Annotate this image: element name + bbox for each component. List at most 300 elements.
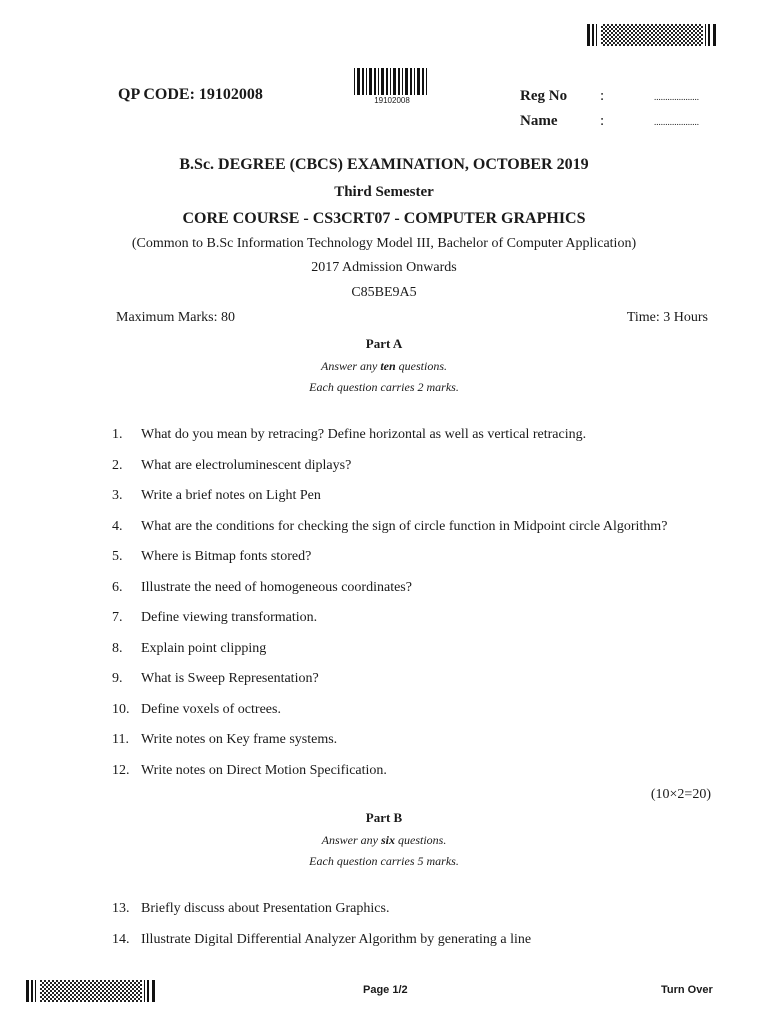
barcode-bar bbox=[369, 68, 372, 95]
barcode-cell bbox=[52, 984, 54, 986]
question-text: What is Sweep Representation? bbox=[141, 671, 319, 686]
barcode-cell bbox=[106, 994, 108, 996]
barcode-cell bbox=[92, 1000, 94, 1002]
barcode-bar bbox=[31, 980, 33, 1002]
barcode-cell bbox=[80, 980, 82, 982]
barcode-cell bbox=[635, 28, 637, 30]
name-field: .................... bbox=[654, 117, 699, 127]
barcode-cell bbox=[128, 996, 130, 998]
barcode-cell bbox=[136, 996, 138, 998]
barcode-cell bbox=[665, 30, 667, 32]
barcode-cell bbox=[683, 28, 685, 30]
barcode-cell bbox=[108, 980, 110, 982]
barcode-cell bbox=[80, 988, 82, 990]
barcode-cell bbox=[128, 988, 130, 990]
barcode-cell bbox=[669, 34, 671, 36]
barcode-cell bbox=[122, 990, 124, 992]
barcode-cell bbox=[663, 24, 665, 26]
barcode-cell bbox=[104, 996, 106, 998]
barcode-cell bbox=[697, 38, 699, 40]
barcode-cell bbox=[633, 34, 635, 36]
barcode-cell bbox=[625, 38, 627, 40]
barcode-cell bbox=[54, 998, 56, 1000]
barcode-cell bbox=[651, 24, 653, 26]
barcode-cell bbox=[100, 988, 102, 990]
barcode-bar bbox=[705, 24, 706, 46]
barcode-cell bbox=[50, 990, 52, 992]
barcode-cell bbox=[54, 982, 56, 984]
barcode-cell bbox=[134, 986, 136, 988]
barcode-cell bbox=[112, 992, 114, 994]
barcode-cell bbox=[693, 26, 695, 28]
question-text: Explain point clipping bbox=[141, 640, 267, 656]
paper-code: C85BE9A5 bbox=[351, 285, 417, 300]
barcode-cell bbox=[138, 982, 140, 984]
barcode-bar bbox=[386, 68, 388, 95]
barcode-cell bbox=[685, 30, 687, 32]
barcode-cell bbox=[76, 980, 78, 982]
barcode-cell bbox=[619, 44, 621, 46]
barcode-cell bbox=[629, 42, 631, 44]
barcode-cell bbox=[631, 24, 633, 26]
question-text: Illustrate Digital Differential Analyzer Algorithm by generating a line bbox=[141, 931, 532, 947]
barcode-cell bbox=[661, 30, 663, 32]
question-number: 11. bbox=[112, 732, 129, 747]
barcode-cell bbox=[639, 24, 641, 26]
barcode-cell bbox=[681, 30, 683, 32]
barcode-cell bbox=[689, 42, 691, 44]
barcode-cell bbox=[46, 994, 48, 996]
barcode-cell bbox=[84, 980, 86, 982]
barcode-cell bbox=[631, 44, 633, 46]
barcode-cell bbox=[58, 986, 60, 988]
barcode-cell bbox=[657, 38, 659, 40]
barcode-cell bbox=[58, 998, 60, 1000]
barcode-cell bbox=[615, 36, 617, 38]
barcode-cell bbox=[623, 40, 625, 42]
barcode-cell bbox=[625, 34, 627, 36]
bottom-left-barcode bbox=[26, 980, 156, 1002]
barcode-cell bbox=[48, 980, 50, 982]
barcode-cell bbox=[64, 996, 66, 998]
barcode-cell bbox=[675, 32, 677, 34]
barcode-cell bbox=[78, 982, 80, 984]
barcode-cell bbox=[106, 982, 108, 984]
barcode-cell bbox=[116, 996, 118, 998]
barcode-cell bbox=[639, 44, 641, 46]
barcode-cell bbox=[623, 36, 625, 38]
barcode-cell bbox=[693, 34, 695, 36]
barcode-cell bbox=[86, 990, 88, 992]
barcode-cell bbox=[40, 996, 42, 998]
barcode-bar bbox=[152, 980, 155, 1002]
barcode-cell bbox=[683, 44, 685, 46]
barcode-cell bbox=[50, 994, 52, 996]
barcode-cell bbox=[683, 32, 685, 34]
barcode-cell bbox=[62, 994, 64, 996]
barcode-cell bbox=[100, 996, 102, 998]
barcode-cell bbox=[605, 26, 607, 28]
barcode-cell bbox=[114, 994, 116, 996]
barcode-cell bbox=[64, 1000, 66, 1002]
barcode-cell bbox=[132, 996, 134, 998]
barcode-cell bbox=[617, 26, 619, 28]
barcode-cell bbox=[651, 32, 653, 34]
barcode-cell bbox=[108, 992, 110, 994]
barcode-cell bbox=[48, 984, 50, 986]
time-allowed: Time: 3 Hours bbox=[626, 310, 708, 325]
barcode-cell bbox=[675, 28, 677, 30]
barcode-cell bbox=[605, 34, 607, 36]
barcode-cell bbox=[637, 42, 639, 44]
part-a-marks-note: Each question carries 2 marks. bbox=[309, 380, 459, 394]
barcode-cell bbox=[50, 982, 52, 984]
barcode-cell bbox=[42, 982, 44, 984]
question-text: Illustrate the need of homogeneous coordinates? bbox=[141, 579, 412, 595]
barcode-cell bbox=[621, 30, 623, 32]
barcode-cell bbox=[675, 24, 677, 26]
barcode-cell bbox=[62, 998, 64, 1000]
barcode-cell bbox=[40, 992, 42, 994]
reg-no-field: .................... bbox=[654, 92, 699, 102]
barcode-cell bbox=[659, 36, 661, 38]
barcode-cell bbox=[110, 994, 112, 996]
barcode-cell bbox=[647, 36, 649, 38]
barcode-cell bbox=[643, 24, 645, 26]
barcode-cell bbox=[42, 990, 44, 992]
barcode-cell bbox=[621, 38, 623, 40]
barcode-cell bbox=[609, 42, 611, 44]
barcode-cell bbox=[54, 994, 56, 996]
barcode-cell bbox=[114, 982, 116, 984]
barcode-cell bbox=[60, 1000, 62, 1002]
barcode-cell bbox=[687, 36, 689, 38]
barcode-cell bbox=[613, 38, 615, 40]
barcode-cell bbox=[653, 34, 655, 36]
barcode-cell bbox=[86, 994, 88, 996]
barcode-cell bbox=[641, 26, 643, 28]
barcode-cell bbox=[98, 990, 100, 992]
barcode-cell bbox=[110, 998, 112, 1000]
barcode-cell bbox=[601, 30, 603, 32]
question-item bbox=[112, 427, 712, 443]
barcode-cell bbox=[118, 982, 120, 984]
barcode-cell bbox=[607, 40, 609, 42]
barcode-cell bbox=[625, 42, 627, 44]
barcode-cell bbox=[701, 42, 703, 44]
barcode-cell bbox=[659, 24, 661, 26]
barcode-cell bbox=[70, 998, 72, 1000]
barcode-cell bbox=[701, 38, 703, 40]
barcode-cell bbox=[140, 980, 142, 982]
part-b-heading: Part B bbox=[365, 810, 403, 825]
barcode-cell bbox=[66, 990, 68, 992]
barcode-cell bbox=[605, 38, 607, 40]
barcode-cell bbox=[605, 30, 607, 32]
barcode-cell bbox=[633, 38, 635, 40]
instr-text: Answer any bbox=[320, 359, 381, 373]
barcode-cell bbox=[52, 996, 54, 998]
barcode-cell bbox=[92, 988, 94, 990]
barcode-cell bbox=[46, 982, 48, 984]
barcode-cell bbox=[663, 40, 665, 42]
barcode-cell bbox=[601, 34, 603, 36]
barcode-cell bbox=[641, 34, 643, 36]
barcode-cell bbox=[687, 44, 689, 46]
barcode-cell bbox=[611, 28, 613, 30]
page-number: Page 1/2 bbox=[363, 984, 408, 996]
barcode-cell bbox=[695, 32, 697, 34]
barcode-bar bbox=[410, 68, 412, 95]
barcode-cell bbox=[611, 32, 613, 34]
barcode-cell bbox=[104, 980, 106, 982]
barcode-cell bbox=[76, 1000, 78, 1002]
barcode-cell bbox=[112, 980, 114, 982]
barcode-cell bbox=[96, 1000, 98, 1002]
barcode-cell bbox=[80, 984, 82, 986]
admission: 2017 Admission Onwards bbox=[311, 260, 457, 275]
barcode-cell bbox=[629, 34, 631, 36]
barcode-cell bbox=[681, 34, 683, 36]
question-item bbox=[112, 702, 712, 718]
barcode-cell bbox=[56, 984, 58, 986]
barcode-cell bbox=[54, 986, 56, 988]
barcode-cell bbox=[659, 28, 661, 30]
barcode-bar bbox=[147, 980, 149, 1002]
barcode-cell bbox=[699, 24, 701, 26]
barcode-cell bbox=[98, 994, 100, 996]
barcode-cell bbox=[40, 980, 42, 982]
barcode-cell bbox=[667, 36, 669, 38]
barcode-cell bbox=[120, 988, 122, 990]
barcode-cell bbox=[685, 38, 687, 40]
barcode-cell bbox=[689, 26, 691, 28]
barcode-cell bbox=[609, 30, 611, 32]
barcode-cell bbox=[615, 40, 617, 42]
instr-text: questions. bbox=[395, 833, 447, 847]
barcode-cell bbox=[108, 984, 110, 986]
barcode-cell bbox=[52, 992, 54, 994]
barcode-cell bbox=[128, 984, 130, 986]
question-number: 4. bbox=[112, 518, 123, 534]
barcode-cell bbox=[58, 982, 60, 984]
barcode-cell bbox=[615, 24, 617, 26]
barcode-cell bbox=[124, 1000, 126, 1002]
barcode-cell bbox=[120, 984, 122, 986]
barcode-cell bbox=[617, 30, 619, 32]
barcode-cell bbox=[641, 42, 643, 44]
barcode-cell bbox=[603, 24, 605, 26]
barcode-cell bbox=[679, 36, 681, 38]
barcode-cell bbox=[649, 26, 651, 28]
barcode-cell bbox=[92, 996, 94, 998]
barcode-cell bbox=[76, 992, 78, 994]
barcode-cell bbox=[695, 28, 697, 30]
barcode-cell bbox=[643, 44, 645, 46]
barcode-cell bbox=[46, 986, 48, 988]
barcode-cell bbox=[689, 30, 691, 32]
barcode-cell bbox=[701, 30, 703, 32]
barcode-cell bbox=[685, 26, 687, 28]
question-item bbox=[112, 932, 712, 948]
barcode-cell bbox=[44, 980, 46, 982]
barcode-cell bbox=[651, 36, 653, 38]
barcode-cell bbox=[134, 982, 136, 984]
barcode-cell bbox=[667, 24, 669, 26]
barcode-cell bbox=[671, 32, 673, 34]
barcode-cell bbox=[60, 984, 62, 986]
barcode-cell bbox=[631, 28, 633, 30]
barcode-cell bbox=[635, 40, 637, 42]
barcode-cell bbox=[651, 28, 653, 30]
barcode-cell bbox=[140, 988, 142, 990]
barcode-cell bbox=[94, 982, 96, 984]
barcode-cell bbox=[116, 1000, 118, 1002]
barcode-cell bbox=[50, 998, 52, 1000]
barcode-cell bbox=[635, 32, 637, 34]
barcode-bar bbox=[374, 68, 376, 95]
barcode-cell bbox=[46, 990, 48, 992]
barcode-cell bbox=[74, 982, 76, 984]
barcode-cell bbox=[661, 38, 663, 40]
exam-title: B.Sc. DEGREE (CBCS) EXAMINATION, OCTOBER 2019 bbox=[179, 156, 589, 173]
barcode-cell bbox=[62, 986, 64, 988]
barcode-cell bbox=[68, 984, 70, 986]
barcode-cell bbox=[108, 996, 110, 998]
barcode-cell bbox=[665, 42, 667, 44]
barcode-bar bbox=[713, 24, 716, 46]
barcode-cell bbox=[669, 42, 671, 44]
barcode-cell bbox=[701, 26, 703, 28]
barcode-bar bbox=[362, 68, 364, 95]
barcode-cell bbox=[102, 986, 104, 988]
barcode-cell bbox=[675, 36, 677, 38]
barcode-cell bbox=[603, 28, 605, 30]
barcode-cell bbox=[112, 988, 114, 990]
barcode-cell bbox=[90, 986, 92, 988]
barcode-cell bbox=[627, 36, 629, 38]
barcode-cell bbox=[98, 998, 100, 1000]
barcode-cell bbox=[72, 984, 74, 986]
barcode-cell bbox=[635, 44, 637, 46]
barcode-cell bbox=[68, 996, 70, 998]
barcode-cell bbox=[627, 24, 629, 26]
barcode-cell bbox=[76, 984, 78, 986]
barcode-cell bbox=[667, 28, 669, 30]
barcode-cell bbox=[685, 34, 687, 36]
barcode-bar bbox=[405, 68, 408, 95]
barcode-cell bbox=[609, 26, 611, 28]
barcode-cell bbox=[623, 28, 625, 30]
question-text: Briefly discuss about Presentation Graphics. bbox=[141, 901, 390, 916]
barcode-cell bbox=[637, 34, 639, 36]
barcode-cell bbox=[639, 28, 641, 30]
barcode-cell bbox=[671, 44, 673, 46]
barcode-cell bbox=[653, 42, 655, 44]
barcode-cell bbox=[126, 990, 128, 992]
semester: Third Semester bbox=[334, 184, 434, 200]
turn-over: Turn Over bbox=[661, 984, 713, 996]
barcode-cell bbox=[102, 990, 104, 992]
barcode-cell bbox=[687, 40, 689, 42]
barcode-cell bbox=[679, 28, 681, 30]
question-item bbox=[112, 641, 712, 657]
barcode-cell bbox=[681, 26, 683, 28]
barcode-bar bbox=[35, 980, 36, 1002]
barcode-cell bbox=[122, 986, 124, 988]
instr-count: ten bbox=[380, 359, 396, 373]
barcode-cell bbox=[673, 42, 675, 44]
barcode-cell bbox=[82, 990, 84, 992]
barcode-cell bbox=[76, 996, 78, 998]
barcode-cell bbox=[603, 32, 605, 34]
barcode-cell bbox=[691, 40, 693, 42]
barcode-cell bbox=[42, 986, 44, 988]
barcode-cell bbox=[56, 988, 58, 990]
barcode-cell bbox=[74, 986, 76, 988]
barcode-cell bbox=[122, 998, 124, 1000]
barcode-cell bbox=[633, 42, 635, 44]
barcode-cell bbox=[120, 980, 122, 982]
barcode-cell bbox=[80, 1000, 82, 1002]
barcode-cell bbox=[645, 26, 647, 28]
barcode-cell bbox=[685, 42, 687, 44]
barcode-cell bbox=[655, 32, 657, 34]
barcode-cell bbox=[675, 40, 677, 42]
barcode-cell bbox=[607, 28, 609, 30]
barcode-cell bbox=[100, 984, 102, 986]
barcode-cell bbox=[613, 26, 615, 28]
barcode-cell bbox=[659, 44, 661, 46]
barcode-cell bbox=[122, 982, 124, 984]
barcode-cell bbox=[697, 42, 699, 44]
barcode-cell bbox=[693, 30, 695, 32]
barcode-cell bbox=[118, 998, 120, 1000]
common-to: (Common to B.Sc Information Technology Model III, Bachelor of Computer Application) bbox=[131, 236, 637, 251]
barcode-cell bbox=[58, 990, 60, 992]
barcode-cell bbox=[655, 28, 657, 30]
barcode-cell bbox=[677, 38, 679, 40]
barcode-cell bbox=[68, 980, 70, 982]
question-number: 2. bbox=[112, 457, 123, 473]
barcode-cell bbox=[627, 44, 629, 46]
barcode-cell bbox=[66, 994, 68, 996]
barcode-cell bbox=[110, 990, 112, 992]
question-number: 9. bbox=[112, 671, 123, 686]
question-number: 13. bbox=[112, 901, 130, 916]
barcode-cell bbox=[108, 988, 110, 990]
barcode-cell bbox=[82, 998, 84, 1000]
barcode-cell bbox=[44, 988, 46, 990]
barcode-cell bbox=[653, 38, 655, 40]
barcode-cell bbox=[62, 982, 64, 984]
question-number: 8. bbox=[112, 640, 123, 656]
barcode-cell bbox=[106, 998, 108, 1000]
barcode-cell bbox=[136, 984, 138, 986]
barcode-cell bbox=[96, 988, 98, 990]
reg-no-colon: : bbox=[600, 88, 605, 104]
barcode-cell bbox=[124, 996, 126, 998]
question-text: Write a brief notes on Light Pen bbox=[141, 488, 321, 503]
barcode-cell bbox=[102, 998, 104, 1000]
part-a-heading: Part A bbox=[365, 336, 403, 351]
barcode-cell bbox=[64, 980, 66, 982]
barcode-cell bbox=[615, 44, 617, 46]
barcode-cell bbox=[613, 34, 615, 36]
barcode-cell bbox=[661, 26, 663, 28]
barcode-cell bbox=[679, 32, 681, 34]
barcode-cell bbox=[675, 44, 677, 46]
